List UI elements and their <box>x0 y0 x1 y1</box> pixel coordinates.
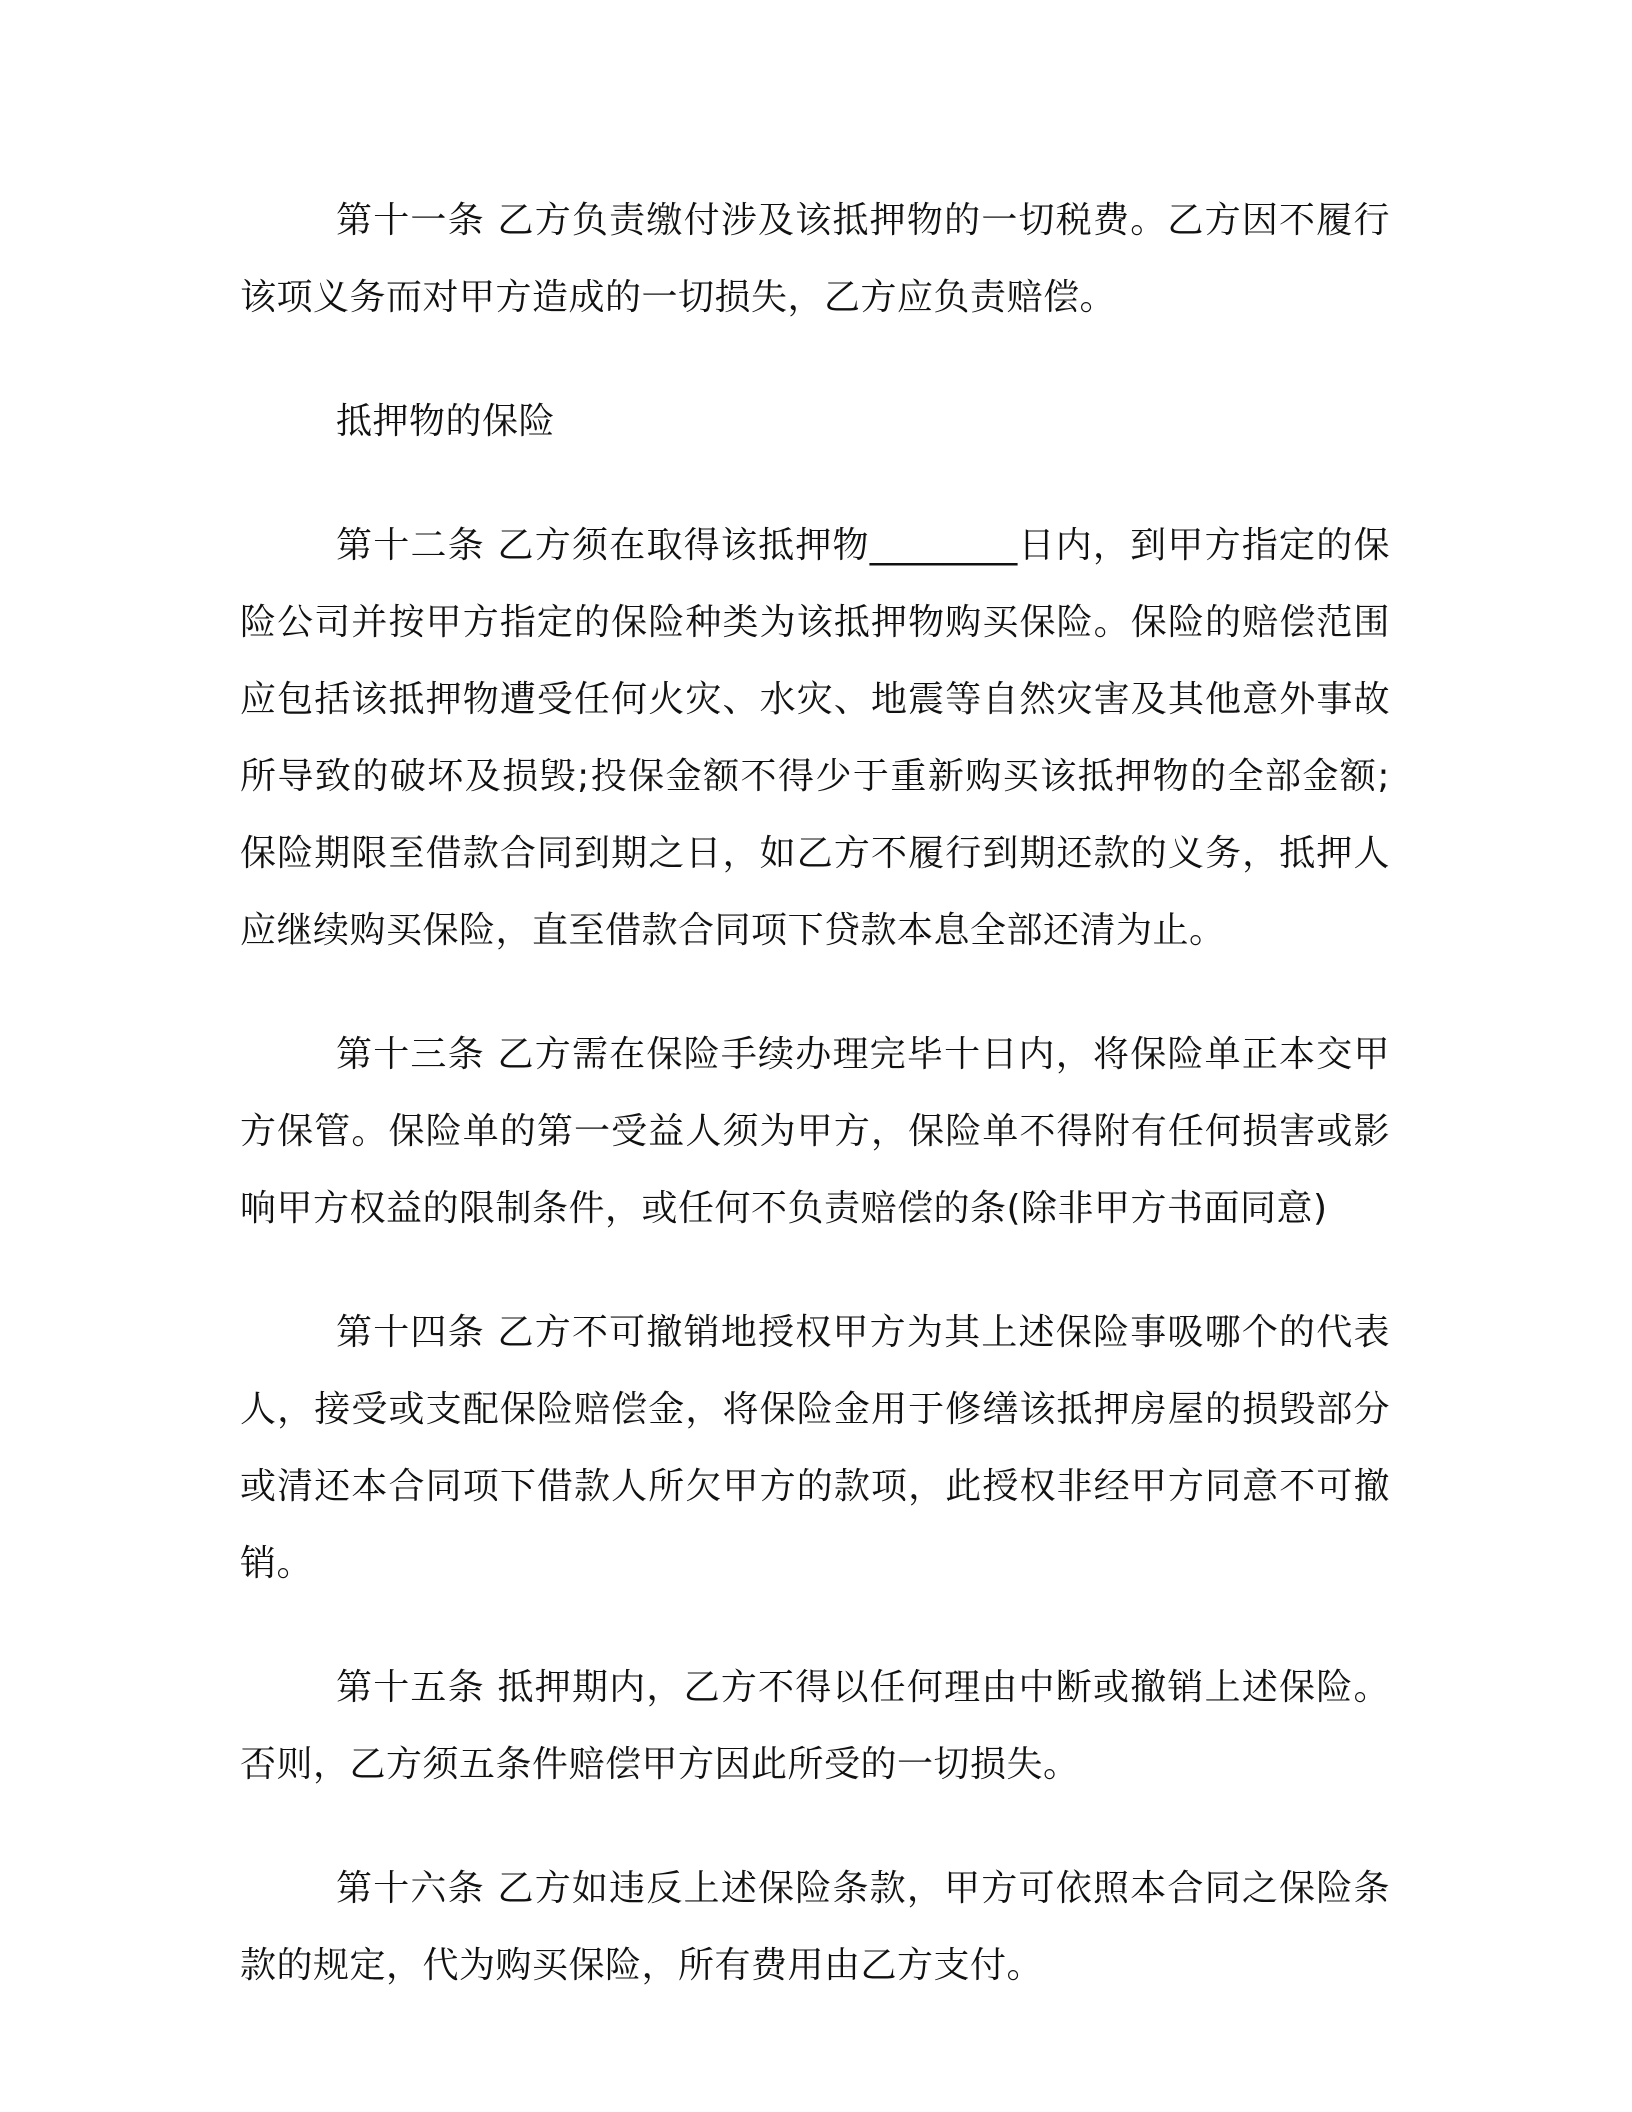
article-11: 第十一条 乙方负责缴付涉及该抵押物的一切税费。乙方因不履行该项义务而对甲方造成的一切损失，乙方应负责赔偿。 <box>240 200 1390 318</box>
document-body <box>240 182 1390 2051</box>
article-13: 第十三条 乙方需在保险手续办理完毕十日内，将保险单正本交甲方保管。保险单的第一受益人须为甲方，保险单不得附有任何损害或影响甲方权益的限制条件，或任何不负责赔偿的条(除非甲方书面同意) <box>240 1034 1390 1229</box>
article-15: 第十五条 抵押期内，乙方不得以任何理由中断或撤销上述保险。否则，乙方须五条件赔偿甲方因此所受的一切损失。 <box>240 1667 1390 1785</box>
article-16: 第十六条 乙方如违反上述保险条款，甲方可依照本合同之保险条款的规定，代为购买保险，所有费用由乙方支付。 <box>240 1868 1390 1986</box>
section-heading-mortgage-insurance: 抵押物的保险 <box>336 401 556 442</box>
article-14: 第十四条 乙方不可撤销地授权甲方为其上述保险事吸哪个的代表人，接受或支配保险赔偿金，将保险金用于修缮该抵押房屋的损毁部分或清还本合同项下借款人所欠甲方的款项，此授权非经甲方同意不可撤销。 <box>240 1312 1390 1584</box>
article-12: 第十二条 乙方须在取得该抵押物________日内，到甲方指定的保险公司并按甲方指定的保险种类为该抵押物购买保险。保险的赔偿范围应包括该抵押物遭受任何火灾、水灾、地震等自然灾害及其他意外事故所导致的破坏及损毁;投保金额不得少于重新购买该抵押物的全部金额;保险期限至借款合同到期之日，如乙方不履行到期还款的义务，抵押人应继续购买保险，直至借款合同项下贷款本息全部还清为止。 <box>240 525 1390 951</box>
